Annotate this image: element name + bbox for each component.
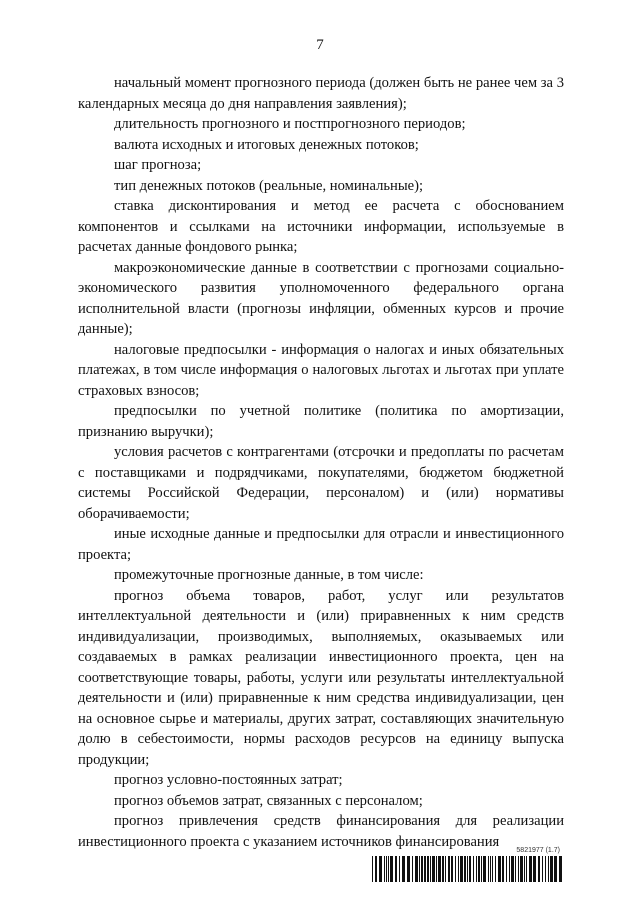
paragraph: иные исходные данные и предпосылки для отрасли и инвестиционного проекта;: [78, 526, 564, 563]
paragraph: валюта исходных и итоговых денежных потоков;: [114, 136, 419, 153]
barcode: [372, 856, 562, 882]
paragraph: условия расчетов с контрагентами (отсрочки и предоплаты по расчетам с поставщиками и подрядчиками, покупателями, бюджетом бюджетной системы Российской Федерации, персоналом) и (или) нормативы оборачиваемости;: [78, 444, 564, 522]
paragraph: ставка дисконтирования и метод ее расчета с обоснованием компонентов и ссылками на источники информации, используемые в расчетах данные фондового рынка;: [78, 198, 564, 255]
paragraph: длительность прогнозного и постпрогнозного периодов;: [114, 116, 466, 132]
paragraph: прогноз объема товаров, работ, услуг или результатов интеллектуальной деятельности и (или) приравненных к ним средств индивидуализации, производимых, выполняемых, оказываемых или создаваемых в рамках реализации инвестиционного проекта, цен на соответствующие товары, работы, услуги или результаты интеллектуальной деятельности и (или) приравненные к ним средства индивидуализации, цен на основное сырье и материалы, других затрат, составляющих значительную долю в себестоимости, нормы расходов ресурсов на единицу выпуска продукции;: [78, 587, 564, 768]
paragraph: прогноз объемов затрат, связанных с персоналом;: [114, 792, 423, 809]
paragraph: начальный момент прогнозного периода (должен быть не ранее чем за 3 календарных месяца до дня направления заявления);: [78, 75, 564, 112]
paragraph: прогноз привлечения средств финансирования для реализации инвестиционного проекта с указанием источников финансирования: [78, 813, 564, 850]
paragraph: макроэкономические данные в соответствии с прогнозами социально-экономического развития уполномоченного федерального органа исполнительной власти (прогнозы инфляции, обменных курсов и прочие данные);: [78, 259, 564, 337]
paragraph: промежуточные прогнозные данные, в том числе:: [114, 567, 424, 583]
paragraph: шаг прогноза;: [114, 157, 202, 173]
page-number: 7: [316, 37, 324, 53]
paragraph: прогноз условно-постоянных затрат;: [114, 772, 343, 788]
body-text: [78, 73, 564, 852]
paragraph: налоговые предпосылки - информация о налогах и иных обязательных платежах, в том числе информация о налоговых льготах и льготах при уплате страховых взносов;: [78, 341, 564, 399]
paragraph: предпосылки по учетной политике (политика по амортизации, признанию выручки);: [78, 403, 564, 440]
paragraph: тип денежных потоков (реальные, номинальные);: [114, 177, 424, 194]
document-code: 5821977 (1.7): [516, 847, 560, 854]
